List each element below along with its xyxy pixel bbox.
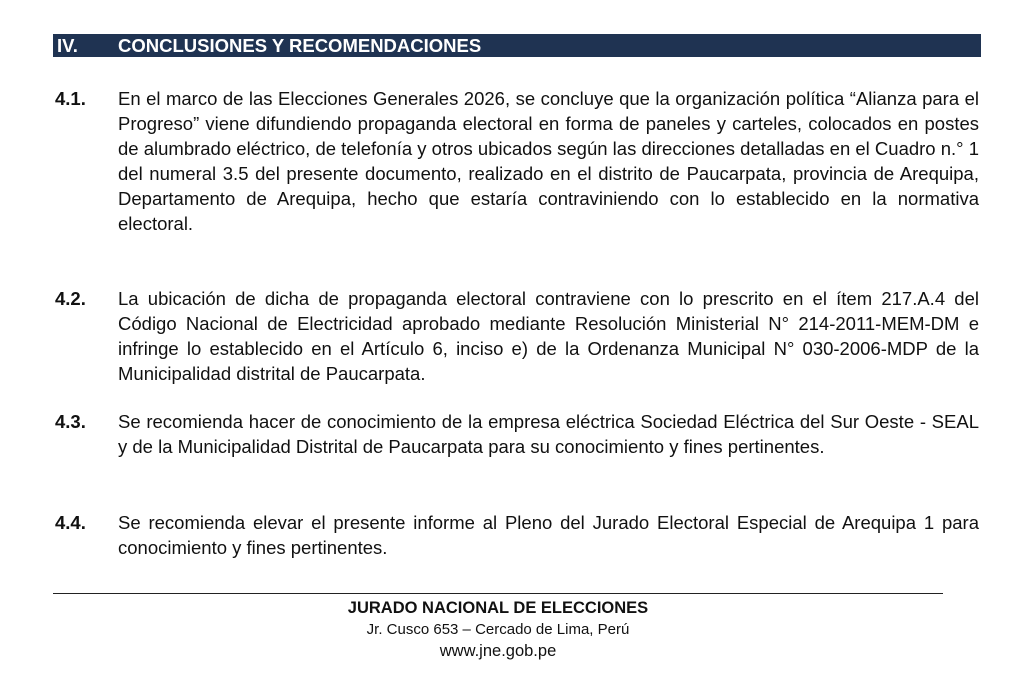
item-text: La ubicación de dicha de propaganda electoral contraviene con lo prescrito en el ítem 217.A.4 del Código Nacional de Electricidad aprobado mediante Resolución Ministerial N° 214-2011-MEM-DM e infringe lo establecido en el Artículo 6, inciso e) de la Ordenanza Municipal N° 030-2006-MDP de la Municipalidad distrital de Paucarpata. bbox=[118, 288, 979, 384]
item-text: Se recomienda elevar el presente informe al Pleno del Jurado Electoral Especial de Arequipa 1 para conocimiento y fines pertinentes. bbox=[118, 512, 979, 558]
recommendation-item-4-4 bbox=[53, 510, 979, 560]
footer-address: Jr. Cusco 653 – Cercado de Lima, Perú bbox=[366, 621, 630, 638]
item-number: 4.2. bbox=[55, 288, 86, 309]
section-title: CONCLUSIONES Y RECOMENDACIONES bbox=[118, 35, 482, 56]
conclusion-item-4-1 bbox=[53, 86, 979, 236]
section-number: IV. bbox=[57, 35, 78, 56]
item-number: 4.3. bbox=[55, 411, 86, 432]
footer-website: www.jne.gob.pe bbox=[439, 642, 557, 660]
item-number: 4.4. bbox=[55, 512, 86, 533]
item-text: En el marco de las Elecciones Generales 2026, se concluye que la organización política “Alianza para el Progreso” viene difundiendo propaganda electoral en forma de paneles y carteles, colocados en postes de alumbrado eléctrico, de telefonía y otros ubicados según las direcciones detalladas en el Cuadro n.° 1 del numeral 3.5 del presente documento, realizado en el distrito de Paucarpata, provincia de Arequipa, Departamento de Arequipa, hecho que estaría contraviniendo con lo establecido en la normativa electoral. bbox=[118, 88, 979, 234]
item-text: Se recomienda hacer de conocimiento de la empresa eléctrica Sociedad Eléctrica del Sur Oeste - SEAL y de la Municipalidad Distrital de Paucarpata para su conocimiento y fines pertinentes. bbox=[118, 411, 979, 457]
item-number: 4.1. bbox=[55, 88, 86, 109]
conclusion-item-4-2 bbox=[53, 286, 979, 386]
section-header bbox=[53, 34, 981, 57]
footer-organization: JURADO NACIONAL DE ELECCIONES bbox=[347, 599, 649, 617]
footer-divider bbox=[53, 593, 943, 594]
recommendation-item-4-3 bbox=[53, 409, 979, 459]
